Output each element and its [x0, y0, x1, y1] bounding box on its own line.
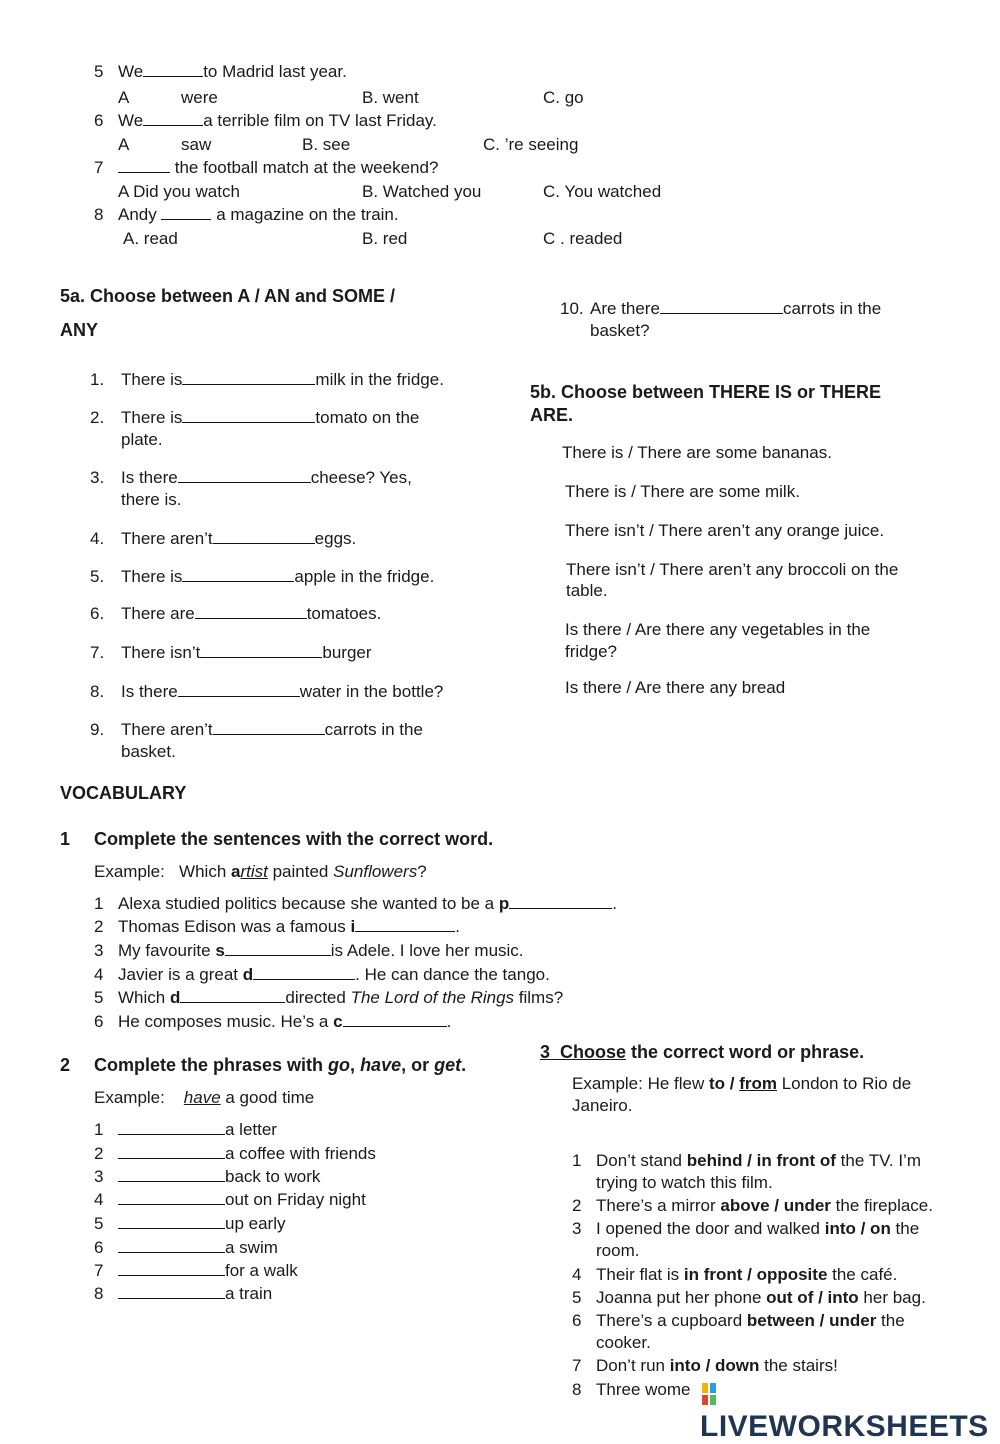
list-item[interactable]: There isn’t / There aren’t any broccoli on the: [566, 560, 899, 579]
choice-options[interactable]: above / under: [720, 1196, 831, 1215]
item-number: 6: [94, 1238, 104, 1257]
choice-options[interactable]: into / down: [669, 1356, 760, 1375]
exercise-title: Complete the sentences with the correct word.: [94, 829, 494, 849]
answer-blank[interactable]: [178, 695, 300, 697]
list-item[interactable]: Is there / Are there any vegetables in the: [565, 620, 871, 639]
option-a-text[interactable]: were: [181, 88, 218, 107]
item-number: 2: [94, 917, 104, 936]
item-text: There aren’t eggs.: [121, 529, 357, 548]
item-text-cont: there is.: [121, 490, 182, 509]
option-c[interactable]: C. You watched: [543, 182, 662, 201]
list-item[interactable]: There is / There are some milk.: [565, 482, 800, 501]
item-number: 5: [94, 988, 104, 1007]
item-text: a coffee with friends: [118, 1144, 376, 1164]
item-number: 5: [94, 1214, 104, 1233]
item-text: Javier is a great d . He can dance the tango.: [118, 965, 550, 984]
item-text: There’s a mirror above / under the fireplace.: [596, 1196, 933, 1215]
q-num: 8: [94, 205, 104, 224]
answer-blank[interactable]: [182, 580, 294, 582]
answer-blank[interactable]: [178, 481, 311, 483]
item-text-cont: room.: [596, 1241, 640, 1260]
answer-blank[interactable]: [213, 733, 325, 735]
item-text: Three wome: [596, 1380, 691, 1399]
answer-blank[interactable]: [118, 1157, 225, 1159]
item-text: There’s a cupboard between / under the: [596, 1311, 905, 1330]
option-b[interactable]: B. red: [362, 229, 408, 248]
item-text: up early: [118, 1214, 285, 1234]
item-number: 2: [94, 1144, 104, 1163]
option-b[interactable]: B. Watched you: [362, 182, 482, 201]
item-number: 4: [94, 965, 104, 984]
item-text: out on Friday night: [118, 1190, 366, 1210]
answer-blank[interactable]: [182, 383, 315, 385]
choice-options[interactable]: behind / in front of: [686, 1151, 836, 1170]
list-item[interactable]: There isn’t / There aren’t any orange juice.: [565, 521, 885, 540]
option-a[interactable]: A: [118, 88, 130, 107]
option-a[interactable]: A Did you watch: [118, 182, 240, 201]
answer-blank[interactable]: [118, 1133, 225, 1135]
vocabulary-heading: VOCABULARY: [60, 783, 187, 803]
item-number: 7.: [90, 643, 105, 662]
option-b[interactable]: B. went: [362, 88, 419, 107]
item-text: There are tomatoes.: [121, 604, 382, 623]
option-c[interactable]: C. ’re seeing: [483, 135, 579, 154]
exercise-number: 1: [60, 829, 71, 849]
item-text: for a walk: [118, 1261, 298, 1281]
answer-blank[interactable]: [118, 1227, 225, 1229]
item-text: There is tomato on the: [121, 408, 420, 427]
q-num: 6: [94, 111, 104, 130]
item-number: 3.: [90, 468, 105, 487]
item-text: There is milk in the fridge.: [121, 370, 444, 389]
item-text: Which d directed The Lord of the Rings films?: [118, 988, 564, 1007]
item-text: There isn’t burger: [121, 643, 372, 662]
item-number: 3: [94, 1167, 104, 1186]
item-number: 10.: [560, 299, 584, 318]
item-number: 1: [572, 1151, 582, 1170]
option-b[interactable]: B. see: [302, 135, 351, 154]
item-text: Is there cheese? Yes,: [121, 468, 412, 487]
item-text: Thomas Edison was a famous i .: [118, 917, 460, 936]
section-5a-title-line2: ANY: [60, 320, 99, 340]
answer-blank[interactable]: [509, 907, 612, 909]
example: Example: He flew to / from London to Rio de: [572, 1074, 912, 1093]
section-5b-title-line2: ARE.: [530, 405, 574, 425]
item-number: 1: [94, 894, 104, 913]
item-number: 8: [572, 1380, 582, 1399]
answer-blank[interactable]: [343, 1025, 447, 1027]
item-number: 3: [94, 941, 104, 960]
answer-blank[interactable]: [180, 1001, 285, 1003]
item-text-cont: basket?: [590, 321, 650, 340]
item-text: back to work: [118, 1167, 320, 1187]
choice-options[interactable]: into / on: [824, 1219, 891, 1238]
item-number: 2: [572, 1196, 582, 1215]
liveworksheets-logo: [700, 1376, 1000, 1444]
q-text: the football match at the weekend?: [118, 158, 438, 178]
item-text: Their flat is in front / opposite the café.: [596, 1265, 898, 1284]
q-num: 7: [94, 158, 104, 177]
item-text: a letter: [118, 1120, 277, 1140]
answer-blank[interactable]: [118, 1274, 225, 1276]
q-text: Andy a magazine on the train.: [118, 205, 399, 224]
item-text-cont: plate.: [121, 430, 163, 449]
item-number: 5.: [90, 567, 105, 586]
item-text: There is apple in the fridge.: [121, 567, 435, 586]
example-cont: Janeiro.: [572, 1096, 633, 1115]
answer-blank[interactable]: [660, 312, 783, 314]
exercise-title: 3 Choose the correct word or phrase.: [540, 1042, 865, 1062]
exercise-title: Complete the phrases with go, have, or get.: [94, 1055, 467, 1075]
item-text: My favourite s is Adele. I love her music.: [118, 941, 524, 960]
item-number: 8.: [90, 682, 105, 701]
item-text: Don’t stand behind / in front of the TV. I’m: [596, 1151, 921, 1170]
item-number: 3: [572, 1219, 582, 1238]
item-number: 7: [572, 1356, 582, 1375]
choice-options[interactable]: between / under: [746, 1311, 877, 1330]
answer-blank[interactable]: [225, 954, 331, 956]
section-5b-title-line1: 5b. Choose between THERE IS or THERE: [530, 382, 882, 402]
item-text-cont: trying to watch this film.: [596, 1173, 773, 1192]
item-text: Joanna put her phone out of / into her bag.: [596, 1288, 926, 1307]
exercise-number: 2: [60, 1055, 71, 1075]
item-text: a swim: [118, 1238, 278, 1258]
answer-blank[interactable]: [118, 1251, 225, 1253]
example: Example: have a good time: [94, 1088, 315, 1107]
option-c[interactable]: C . readed: [543, 229, 623, 248]
item-number: 4: [94, 1190, 104, 1209]
item-number: 9.: [90, 720, 105, 739]
liveworksheets-logo-icon: [700, 1381, 722, 1407]
list-item-cont: table.: [566, 581, 608, 600]
answer-blank[interactable]: [355, 930, 455, 932]
q-num: 5: [94, 62, 104, 81]
list-item-cont: fridge?: [565, 642, 617, 661]
item-number: 6: [572, 1311, 582, 1330]
option-a-text[interactable]: saw: [181, 135, 212, 154]
item-number: 6: [94, 1012, 104, 1031]
option-a[interactable]: A: [118, 135, 130, 154]
answer-blank[interactable]: [200, 656, 322, 658]
item-number: 8: [94, 1284, 104, 1303]
item-number: 7: [94, 1261, 104, 1280]
option-c[interactable]: C. go: [543, 88, 584, 107]
item-number: 1: [94, 1120, 104, 1139]
answer-blank[interactable]: [118, 1297, 225, 1299]
item-text: I opened the door and walked into / on the: [596, 1219, 920, 1238]
answer-blank[interactable]: [118, 1180, 225, 1182]
section-5a-title-line1: 5a. Choose between A / AN and SOME /: [60, 286, 396, 306]
answer-blank[interactable]: [118, 1203, 225, 1205]
example: Example: Which artist painted Sunflowers?: [94, 862, 427, 881]
item-number: 2.: [90, 408, 105, 427]
item-text: Don’t run into / down the stairs!: [596, 1356, 838, 1375]
item-number: 1.: [90, 370, 105, 389]
q-text: We to Madrid last year.: [118, 62, 347, 81]
item-text: There aren’t carrots in the: [121, 720, 423, 739]
choice-options[interactable]: in front / opposite: [683, 1265, 828, 1284]
item-number: 6.: [90, 604, 105, 623]
answer-blank[interactable]: [253, 978, 355, 980]
list-item[interactable]: Is there / Are there any bread: [565, 678, 786, 697]
answer-blank[interactable]: [195, 617, 307, 619]
answer-blank[interactable]: [213, 542, 315, 544]
item-text: Is there water in the bottle?: [121, 682, 444, 701]
item-text: Are there carrots in the: [590, 299, 882, 318]
item-number: 5: [572, 1288, 582, 1307]
item-text: a train: [118, 1284, 272, 1304]
item-text: He composes music. He’s a c .: [118, 1012, 452, 1031]
item-text-cont: cooker.: [596, 1333, 651, 1352]
q-text: We a terrible film on TV last Friday.: [118, 111, 437, 130]
answer-blank[interactable]: [182, 421, 315, 423]
watermark-text: LIVEWORKSHEETS: [700, 1410, 989, 1443]
item-text: Alexa studied politics because she wanted to be a p .: [118, 894, 617, 913]
item-number: 4.: [90, 529, 105, 548]
option-a[interactable]: A. read: [123, 229, 178, 248]
choice-options[interactable]: out of / into: [766, 1288, 859, 1307]
item-text-cont: basket.: [121, 742, 176, 761]
item-number: 4: [572, 1265, 582, 1284]
list-item[interactable]: There is / There are some bananas.: [562, 443, 832, 462]
